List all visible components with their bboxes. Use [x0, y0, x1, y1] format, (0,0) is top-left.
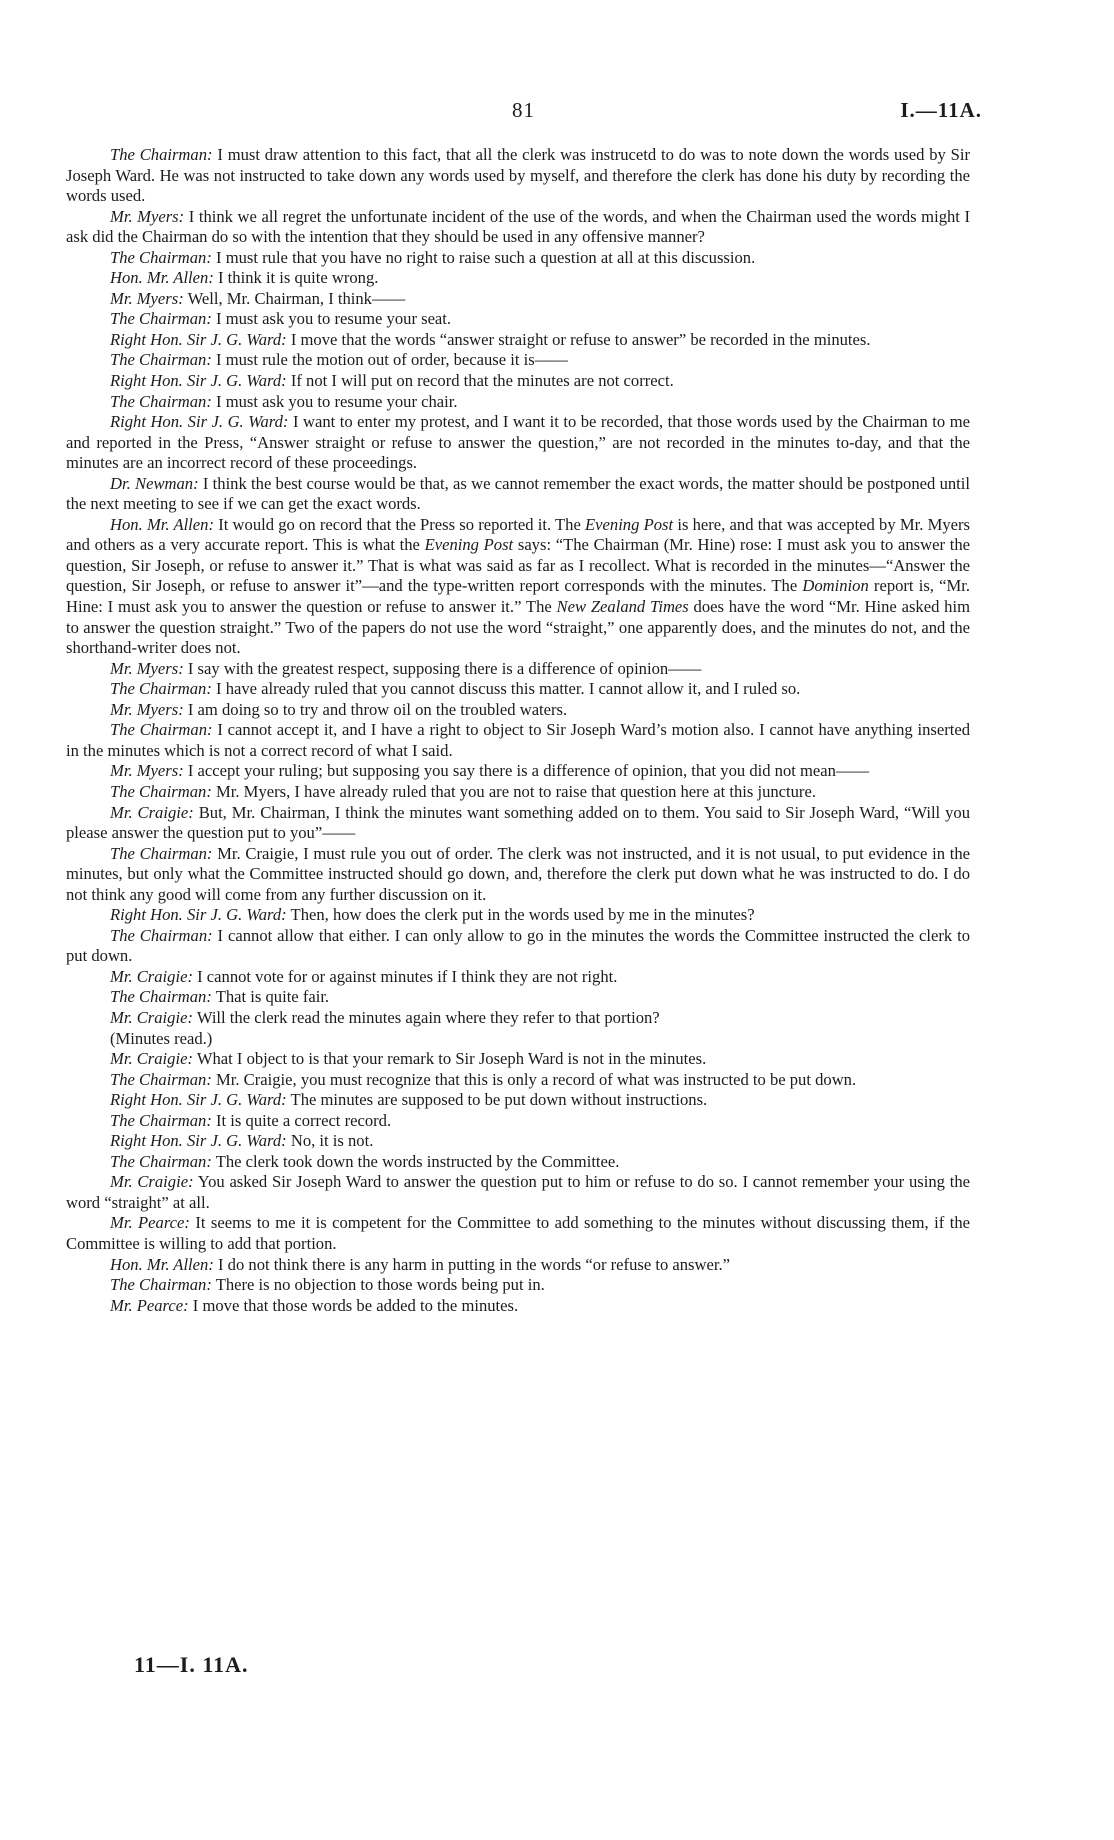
speaker-name: Right Hon. Sir J. G. Ward:: [110, 412, 289, 432]
transcript-paragraph: [66, 700, 970, 721]
transcript-paragraph: [66, 926, 970, 967]
speech-text: I must draw attention to this fact, that all the clerk was instrucetd to do was to note down the words used by Sir Joseph Ward. He was not instructed to take down any words used by myself, and therefore the clerk has done his duty by recording the words used.: [66, 145, 970, 206]
transcript-paragraph: [66, 350, 970, 371]
speech-text: Mr. Craigie, you must recognize that this is only a record of what was instructed to be put down.: [211, 1069, 857, 1089]
speech-text: says: “The Chairman (Mr. Hine) rose: I must ask you to answer the question, Sir Joseph, or refuse to answer it.” That is what was said as far as I recollect. What is recorded in the minutes—“Answer the question, Sir Joseph, or refuse to answer it”—and the type-written report corresponds with the minutes. The: [66, 535, 970, 596]
speech-text: I must rule that you have no right to raise such a question at all at this discussion.: [211, 247, 756, 267]
transcript-paragraph: [66, 371, 970, 392]
speech-text: report is, “Mr. Hine: I must ask you to answer the question or refuse to answer it.” The: [66, 576, 970, 617]
speaker-name: The Chairman:: [110, 350, 212, 370]
transcript-paragraph: [66, 1029, 970, 1050]
speech-text: If not I will put on record that the minutes are not correct.: [286, 371, 674, 391]
speech-text: I think it is quite wrong.: [213, 268, 379, 288]
newspaper-title: New Zealand Times: [556, 597, 689, 617]
newspaper-title: Evening Post: [424, 535, 514, 555]
transcript-paragraph: [66, 720, 970, 761]
transcript-paragraph: [66, 1296, 970, 1317]
speaker-name: Right Hon. Sir J. G. Ward:: [110, 329, 287, 349]
transcript-paragraph: [66, 1008, 970, 1029]
transcript-paragraph: [66, 248, 970, 269]
transcript-paragraph: [66, 761, 970, 782]
speaker-name: Mr. Craigie:: [110, 1172, 194, 1192]
transcript-paragraph: [66, 412, 970, 474]
newspaper-title: Evening Post: [585, 514, 674, 534]
speech-text: I have already ruled that you cannot discuss this matter. I cannot allow it, and I ruled so.: [211, 679, 801, 699]
speaker-name: The Chairman:: [110, 843, 213, 863]
speech-text: You asked Sir Joseph Ward to answer the question put to him or refuse to do so. I cannot remember your using the word “straight” at all.: [66, 1172, 970, 1212]
speaker-name: Dr. Newman:: [110, 473, 199, 493]
speaker-name: Mr. Craigie:: [110, 966, 193, 986]
speaker-name: Mr. Pearce:: [110, 1295, 189, 1315]
newspaper-title: Dominion: [802, 576, 869, 596]
speaker-name: The Chairman:: [110, 1151, 212, 1171]
speech-text: is here, and that was accepted by Mr. Myers and others as a very accurate report. This is what the: [66, 514, 970, 555]
transcript-paragraph: [66, 515, 970, 659]
speech-text: What I object to is that your remark to Sir Joseph Ward is not in the minutes.: [192, 1049, 707, 1069]
speaker-name: The Chairman:: [110, 1110, 212, 1130]
speaker-name: The Chairman:: [110, 391, 212, 411]
transcript-paragraph: [66, 659, 970, 680]
speaker-name: Right Hon. Sir J. G. Ward:: [110, 371, 287, 391]
speech-text: Then, how does the clerk put in the words used by me in the minutes?: [286, 905, 755, 925]
speech-text: I want to enter my protest, and I want it to be recorded, that those words used by the Chairman to me and reported in the Press, “Answer straight or refuse to answer the question,” are not recorded in the minutes to-day, and that the minutes are an incorrect record of these proceedings.: [66, 412, 970, 473]
speaker-name: The Chairman:: [110, 720, 213, 740]
speech-text: That is quite fair.: [211, 987, 330, 1007]
speech-text: It would go on record that the Press so reported it. The: [213, 514, 586, 534]
transcript-paragraph: [66, 330, 970, 351]
transcript-paragraph: [66, 1070, 970, 1091]
transcript-paragraph: [66, 145, 970, 207]
speaker-name: Hon. Mr. Allen:: [110, 268, 214, 288]
speech-text: I think we all regret the unfortunate incident of the use of the words, and when the Chairman used the words might I ask did the Chairman do so with the intention that they should be used in any offensive manner?: [66, 206, 971, 247]
transcript-paragraph: [66, 1090, 970, 1111]
transcript-paragraph: [66, 474, 970, 515]
speech-text: Will the clerk read the minutes again where they refer to that portion?: [192, 1007, 660, 1027]
speech-text: does have the word “Mr. Hine asked him to answer the question straight.” Two of the papers do not use the word “straight,” one apparently does, and the minutes do not, and the shorthand-writer does not.: [66, 597, 970, 658]
speech-text: But, Mr. Chairman, I think the minutes want something added on to them. You said to Sir Joseph Ward, “Will you please answer the question put to you”——: [66, 802, 970, 843]
transcript-paragraph: [66, 1275, 970, 1296]
transcript-paragraph: [66, 289, 970, 310]
transcript-paragraph: [66, 1152, 970, 1173]
transcript-paragraph: [66, 1172, 970, 1213]
speech-text: I think the best course would be that, as we cannot remember the exact words, the matter should be postponed until the next meeting to see if we can get the exact words.: [66, 473, 970, 514]
transcript-paragraph: [66, 844, 970, 906]
speech-text: I move that the words “answer straight or refuse to answer” be recorded in the minutes.: [286, 329, 871, 349]
speech-text: The minutes are supposed to be put down without instructions.: [286, 1090, 708, 1110]
speaker-name: Mr. Craigie:: [110, 1049, 193, 1069]
transcript-paragraph: [66, 1213, 970, 1254]
page-reference: I.—11A.: [900, 98, 982, 122]
printer-signature-mark: 11—I. 11A.: [134, 1652, 249, 1677]
speaker-name: Mr. Myers:: [110, 761, 184, 781]
speaker-name: The Chairman:: [110, 679, 212, 699]
speech-text: Mr. Myers, I have already ruled that you are not to raise that question here at this juncture.: [211, 781, 816, 801]
speech-text: I move that those words be added to the minutes.: [188, 1295, 519, 1315]
speaker-name: The Chairman:: [110, 1069, 212, 1089]
speech-text: There is no objection to those words being put in.: [211, 1275, 545, 1295]
transcript-paragraph: [66, 1049, 970, 1070]
transcript-paragraph: [66, 905, 970, 926]
speech-text: I cannot accept it, and I have a right to object to Sir Joseph Ward’s motion also. I cannot have anything inserted in the minutes which is not a correct record of what I said.: [66, 720, 970, 760]
speaker-name: Mr. Pearce:: [110, 1213, 190, 1233]
transcript-paragraph: [66, 1111, 970, 1132]
speaker-name: Mr. Craigie:: [110, 1007, 193, 1027]
transcript-paragraph: [66, 679, 970, 700]
speaker-name: Hon. Mr. Allen:: [110, 514, 214, 534]
speech-text: It is quite a correct record.: [211, 1110, 392, 1130]
speaker-name: Right Hon. Sir J. G. Ward:: [110, 1090, 287, 1110]
transcript-paragraph: [66, 987, 970, 1008]
speech-text: The clerk took down the words instructed by the Committee.: [211, 1151, 620, 1171]
speaker-name: Mr. Myers:: [110, 699, 184, 719]
speech-text: I must ask you to resume your chair.: [211, 391, 458, 411]
speaker-name: The Chairman:: [110, 145, 213, 164]
speech-text: It seems to me it is competent for the Committee to add something to the minutes without discussing them, if the Committee is willing to add that portion.: [66, 1213, 970, 1253]
speaker-name: Right Hon. Sir J. G. Ward:: [110, 1131, 287, 1151]
transcript-paragraph: [66, 803, 970, 844]
transcript-paragraph: [66, 1131, 970, 1152]
page-header: [0, 98, 1114, 128]
speech-text: I cannot vote for or against minutes if I think they are not right.: [192, 966, 618, 986]
speaker-name: The Chairman:: [110, 987, 212, 1007]
speech-text: I must rule the motion out of order, because it is——: [211, 350, 568, 370]
page-number: 81: [512, 98, 535, 122]
speech-text: I cannot allow that either. I can only allow to go in the minutes the words the Committee instructed the clerk to put down.: [66, 925, 970, 966]
speaker-name: The Chairman:: [110, 1275, 212, 1295]
speech-text: I must ask you to resume your seat.: [211, 309, 452, 329]
speaker-name: The Chairman:: [110, 247, 212, 267]
transcript-body: [66, 145, 970, 1316]
speaker-name: Mr. Craigie:: [110, 802, 194, 822]
speech-text: No, it is not.: [286, 1131, 374, 1151]
transcript-paragraph: [66, 1255, 970, 1276]
speaker-name: The Chairman:: [110, 925, 213, 945]
speech-text: I accept your ruling; but supposing you say there is a difference of opinion, that you did not mean——: [183, 761, 870, 781]
speech-text: Mr. Craigie, I must rule you out of order. The clerk was not instructed, and it is not usual, to put evidence in the minutes, but only what the Committee instructed should go down, and, therefore the clerk put down what he was instructed to do. I do not think any good will come from any further discussion on it.: [66, 843, 970, 904]
transcript-paragraph: [66, 392, 970, 413]
speaker-name: Mr. Myers:: [110, 658, 184, 678]
transcript-paragraph: [66, 309, 970, 330]
transcript-paragraph: [66, 268, 970, 289]
speech-text: Well, Mr. Chairman, I think——: [183, 288, 406, 308]
speech-text: I do not think there is any harm in putting in the words “or refuse to answer.”: [213, 1254, 730, 1274]
transcript-paragraph: [66, 967, 970, 988]
transcript-paragraph: [66, 782, 970, 803]
speaker-name: Mr. Myers:: [110, 206, 185, 226]
speaker-name: Hon. Mr. Allen:: [110, 1254, 214, 1274]
speech-text: I am doing so to try and throw oil on the troubled waters.: [183, 699, 568, 719]
speaker-name: The Chairman:: [110, 781, 212, 801]
speech-text: I say with the greatest respect, supposing there is a difference of opinion——: [183, 658, 702, 678]
speech-text: (Minutes read.): [110, 1028, 213, 1048]
speaker-name: The Chairman:: [110, 309, 212, 329]
speaker-name: Mr. Myers:: [110, 288, 184, 308]
speaker-name: Right Hon. Sir J. G. Ward:: [110, 905, 287, 925]
transcript-paragraph: [66, 207, 970, 248]
